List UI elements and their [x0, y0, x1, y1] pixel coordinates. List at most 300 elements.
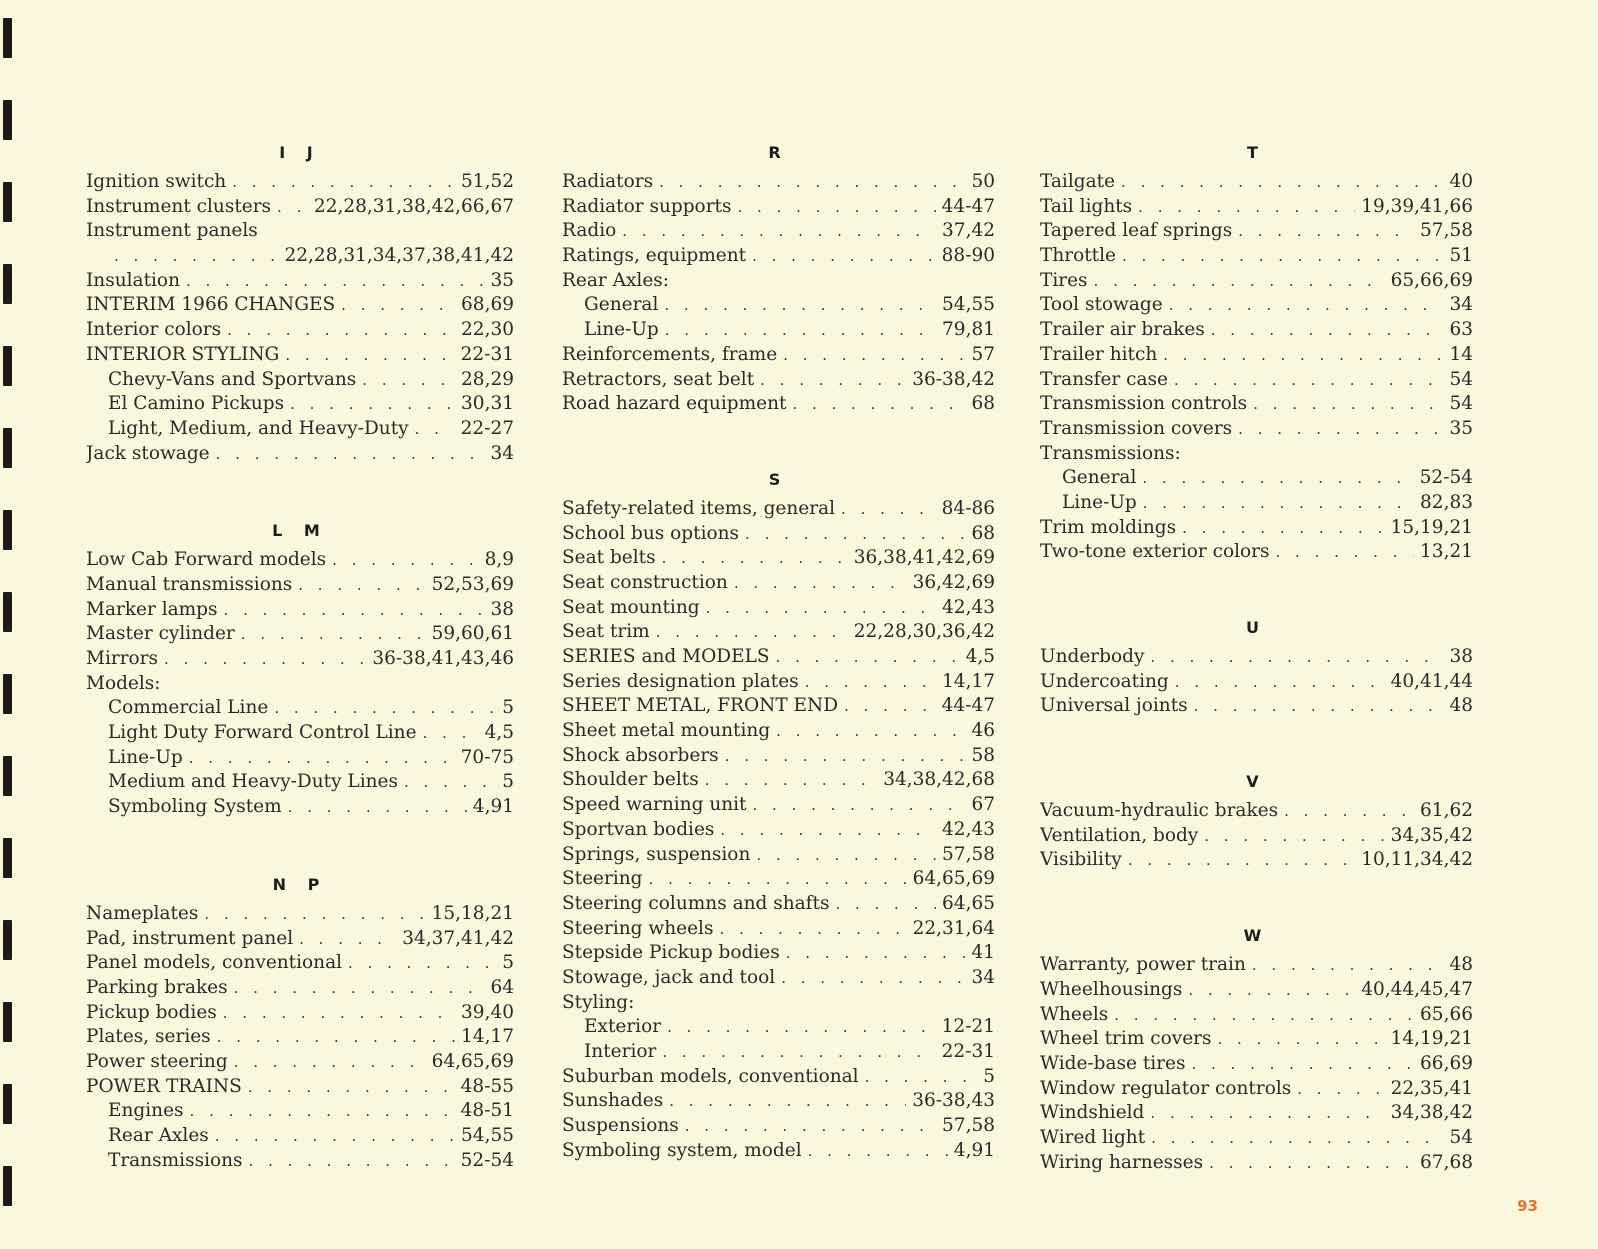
dot-leader — [288, 795, 467, 820]
section-heading: T — [1247, 143, 1266, 162]
dot-leader — [844, 694, 936, 719]
index-entry — [1040, 953, 1473, 978]
dot-leader — [841, 497, 936, 522]
entry-pages: 54,55 — [461, 1125, 514, 1146]
index-entry — [562, 1139, 995, 1164]
entry-pages: 88-90 — [941, 245, 995, 267]
index-entry — [1040, 1027, 1473, 1052]
entry-pages: 57,58 — [942, 1115, 995, 1137]
dot-leader — [1138, 195, 1355, 220]
entry-label: Tires — [1040, 269, 1088, 291]
index-entry — [562, 522, 995, 547]
binding-hole — [3, 920, 12, 960]
entry-pages: 57 — [971, 343, 995, 365]
entry-pages: 84-86 — [941, 497, 995, 519]
entry-label: POWER TRAINS — [86, 1075, 242, 1097]
entry-pages: 64,65 — [942, 892, 995, 914]
entry-label: Transmission covers — [1040, 417, 1233, 439]
section-heading: N P — [272, 874, 328, 894]
entry-label: Rear Axles: — [562, 269, 670, 291]
entry-label: General — [1062, 467, 1137, 489]
entry-label: Steering columns and shafts — [562, 892, 830, 914]
entry-label: Rear Axles — [108, 1125, 209, 1146]
dot-leader — [1150, 645, 1443, 670]
entry-label: Styling: — [562, 991, 635, 1013]
index-entry — [562, 620, 995, 645]
entry-pages: 22,28,31,38,42,66,67 — [313, 195, 514, 217]
dot-leader — [752, 244, 936, 269]
entry-pages: 15,18,21 — [431, 902, 514, 924]
entry-label: Steering — [562, 868, 643, 890]
index-entry — [1040, 195, 1473, 220]
entry-label: Universal joints — [1040, 695, 1188, 717]
dot-leader — [705, 768, 877, 793]
entry-pages: 4,91 — [472, 796, 514, 818]
dot-leader — [1122, 244, 1443, 269]
entry-pages: 52-54 — [460, 1149, 514, 1171]
entry-pages: 41 — [971, 942, 995, 964]
entry-pages: 4,5 — [965, 646, 995, 667]
index-entry — [86, 1025, 514, 1050]
entry-label: Jack stowage — [86, 442, 210, 464]
entry-pages: 22,28,31,34,37,38,41,42 — [284, 245, 514, 267]
entry-pages: 34,35,42 — [1390, 824, 1473, 846]
entry-pages: 36-38,41,43,46 — [372, 648, 514, 669]
dot-leader — [1174, 368, 1443, 393]
entry-pages: 35 — [490, 269, 514, 291]
entry-label: Trailer hitch — [1040, 343, 1158, 365]
index-entry — [86, 1149, 514, 1174]
entry-pages: 67 — [971, 794, 995, 816]
entry-label: Reinforcements, frame — [562, 343, 778, 365]
entry-pages: 14,17 — [461, 1026, 514, 1048]
entry-label: Ratings, equipment — [562, 245, 747, 267]
binding-hole — [3, 838, 12, 878]
dot-leader — [1175, 670, 1385, 695]
index-section — [86, 862, 514, 1174]
dot-leader — [1182, 516, 1384, 541]
entry-label: Shoulder belts — [562, 769, 699, 791]
index-entry — [562, 793, 995, 818]
entry-label: Throttle — [1040, 245, 1116, 267]
entry-pages: 42,43 — [942, 818, 995, 840]
dot-leader — [753, 793, 966, 818]
dot-leader — [745, 522, 965, 547]
index-section — [1040, 913, 1473, 1175]
index-entry — [562, 195, 995, 220]
index-entry — [1040, 1151, 1473, 1176]
dot-leader — [241, 622, 426, 647]
index-entry — [1040, 1052, 1473, 1077]
entry-label: Transfer case — [1040, 368, 1168, 390]
entry-label: Road hazard equipment — [562, 393, 787, 415]
entry-label: Wide-base tires — [1040, 1052, 1186, 1074]
binding-hole — [3, 674, 12, 714]
entry-label: Plates, series — [86, 1026, 211, 1048]
index-entry — [1040, 442, 1473, 467]
entry-pages: 54 — [1449, 1126, 1473, 1148]
entry-pages: 44-47 — [941, 695, 995, 717]
dot-leader — [719, 917, 906, 942]
binding-hole — [3, 346, 12, 386]
entry-label: Instrument panels — [86, 220, 258, 242]
entry-pages: 67,68 — [1420, 1151, 1473, 1173]
entry-pages: 4,5 — [484, 722, 514, 744]
entry-pages: 5 — [983, 1065, 995, 1087]
entry-pages: 64 — [490, 976, 514, 998]
index-section — [86, 508, 514, 820]
entry-pages: 36,38,41,42,69 — [853, 547, 995, 569]
entry-label: Exterior — [584, 1016, 662, 1038]
index-entry — [562, 744, 995, 769]
entry-label: School bus options — [562, 522, 740, 544]
entry-pages: 51,52 — [461, 171, 514, 192]
index-entry — [86, 195, 514, 220]
entry-label: Seat construction — [562, 571, 728, 593]
binding-hole — [3, 18, 12, 58]
index-column-3 — [1040, 130, 1473, 1175]
entry-pages: 38 — [490, 598, 514, 620]
entry-pages: 14 — [1449, 343, 1473, 365]
dot-leader — [1297, 1077, 1384, 1102]
dot-leader — [234, 976, 485, 1001]
entry-label: Seat trim — [562, 621, 650, 643]
entry-label: Wiring harnesses — [1040, 1151, 1204, 1173]
entry-label: Stepside Pickup bodies — [562, 942, 780, 964]
dot-leader — [285, 343, 454, 368]
entry-label: Stowage, jack and tool — [562, 966, 776, 988]
index-entry — [1040, 1003, 1473, 1028]
binding-hole — [3, 1084, 12, 1124]
entry-label: Sheet metal mounting — [562, 720, 771, 742]
dot-leader — [298, 573, 425, 598]
entry-label: Low Cab Forward models — [86, 549, 327, 571]
index-entry — [562, 670, 995, 695]
entry-label: Light Duty Forward Control Line — [108, 722, 417, 744]
entry-label: Master cylinder — [86, 623, 235, 645]
entry-label: Vacuum-hydraulic brakes — [1040, 800, 1279, 822]
dot-leader — [792, 392, 965, 417]
dot-leader — [362, 368, 455, 393]
entry-pages: 12-21 — [941, 1016, 995, 1038]
entry-pages: 37,42 — [942, 220, 995, 242]
dot-leader — [290, 392, 455, 417]
dot-leader — [685, 1114, 936, 1139]
index-entry — [1040, 293, 1473, 318]
index-entry — [562, 392, 995, 417]
entry-label: SHEET METAL, FRONT END — [562, 695, 839, 717]
entry-label: Radio — [562, 220, 617, 242]
entry-label: Radiator supports — [562, 195, 732, 217]
index-entry — [86, 672, 514, 697]
entry-label: SERIES and MODELS — [562, 646, 770, 667]
entry-pages: 58 — [971, 744, 995, 766]
binding-hole — [3, 100, 12, 140]
entry-pages: 54 — [1449, 393, 1473, 415]
index-entry — [86, 269, 514, 294]
index-entry — [562, 966, 995, 991]
entry-label: Models: — [86, 672, 161, 694]
dot-leader — [224, 598, 485, 623]
dot-leader — [783, 343, 965, 368]
index-entry — [1040, 244, 1473, 269]
index-entry — [562, 269, 995, 294]
dot-leader — [404, 770, 496, 795]
entry-pages: 51 — [1449, 245, 1473, 267]
entry-pages: 61,62 — [1420, 800, 1473, 822]
entry-label: Steering wheels — [562, 917, 714, 939]
binding-hole — [3, 428, 12, 468]
entry-pages: 22,28,30,36,42 — [853, 621, 995, 643]
dot-leader — [164, 647, 366, 672]
entry-label: Commercial Line — [108, 697, 269, 719]
binding-hole — [3, 510, 12, 550]
entry-label: Transmissions — [108, 1149, 243, 1171]
index-entry — [86, 548, 514, 573]
dot-leader — [415, 417, 455, 442]
entry-label: Wheelhousings — [1040, 978, 1183, 1000]
entry-pages: 22-31 — [460, 343, 514, 365]
index-entry — [562, 645, 995, 670]
entry-label: Line-Up — [1062, 491, 1137, 513]
index-entry — [86, 1050, 514, 1075]
dot-leader — [760, 368, 906, 393]
entry-label: Ignition switch — [86, 171, 227, 192]
entry-pages: 48-51 — [460, 1100, 514, 1122]
index-entry — [562, 694, 995, 719]
dot-leader — [299, 927, 396, 952]
entry-label: Nameplates — [86, 902, 199, 924]
dot-leader — [664, 293, 936, 318]
index-entry — [1040, 848, 1473, 873]
entry-pages: 40 — [1449, 171, 1473, 192]
entry-label: Wheel trim covers — [1040, 1028, 1212, 1050]
entry-pages: 34 — [971, 966, 995, 988]
index-entry — [86, 696, 514, 721]
index-entry — [562, 1114, 995, 1139]
index-entry — [1040, 645, 1473, 670]
entry-label: Transmissions: — [1040, 442, 1181, 464]
index-column-2 — [562, 130, 995, 1163]
entry-label: Sportvan bodies — [562, 818, 715, 840]
index-section — [562, 457, 995, 1164]
index-entry — [86, 1124, 514, 1149]
index-entry — [562, 219, 995, 244]
index-entry — [86, 927, 514, 952]
entry-pages: 54,55 — [942, 294, 995, 316]
binding-hole — [3, 182, 12, 222]
dot-leader — [1217, 1027, 1384, 1052]
index-entry — [1040, 318, 1473, 343]
index-entry — [562, 368, 995, 393]
dot-leader — [1276, 540, 1415, 565]
entry-label: Springs, suspension — [562, 843, 751, 865]
index-entry — [1040, 219, 1473, 244]
entry-pages: 14,17 — [942, 670, 995, 692]
entry-label: Line-Up — [584, 319, 659, 341]
entry-label: Radiators — [562, 171, 654, 192]
dot-leader — [234, 1050, 426, 1075]
index-entry — [1040, 491, 1473, 516]
entry-pages: 40,44,45,47 — [1361, 978, 1473, 1000]
entry-label: Panel models, conventional — [86, 952, 343, 974]
index-entry — [1040, 799, 1473, 824]
entry-label: Sunshades — [562, 1090, 664, 1112]
entry-pages: 10,11,34,42 — [1361, 849, 1473, 871]
entry-pages: 13,21 — [1420, 541, 1473, 563]
dot-leader — [656, 620, 848, 645]
entry-pages: 34,38,42 — [1390, 1102, 1473, 1124]
index-entry — [86, 622, 514, 647]
entry-pages: 64,65,69 — [912, 868, 995, 890]
index-entry — [562, 768, 995, 793]
entry-pages: 68,69 — [461, 294, 514, 316]
dot-leader — [781, 966, 965, 991]
dot-leader — [649, 867, 907, 892]
entry-label: Medium and Heavy-Duty Lines — [108, 771, 398, 793]
entry-label: Manual transmissions — [86, 573, 293, 595]
entry-label: Ventilation, body — [1040, 824, 1199, 846]
entry-pages: 34 — [1449, 294, 1473, 316]
index-entry — [1040, 466, 1473, 491]
entry-pages: 52-54 — [1419, 467, 1473, 489]
dot-leader — [776, 645, 960, 670]
index-entry — [1040, 368, 1473, 393]
entry-label: Interior colors — [86, 319, 222, 341]
dot-leader — [665, 318, 936, 343]
entry-label: Tapered leaf springs — [1040, 220, 1233, 242]
entry-pages: 36-38,43 — [912, 1090, 995, 1112]
entry-label: El Camino Pickups — [108, 393, 285, 415]
index-entry — [86, 392, 514, 417]
dot-leader — [1209, 1151, 1414, 1176]
entry-pages: 70-75 — [460, 746, 514, 768]
entry-pages: 22,30 — [461, 319, 514, 341]
entry-label: Seat mounting — [562, 596, 700, 618]
dot-leader — [216, 442, 485, 467]
dot-leader — [1150, 1101, 1384, 1126]
entry-pages: 14,19,21 — [1390, 1028, 1473, 1050]
entry-pages: 48-55 — [460, 1075, 514, 1097]
entry-label: Interior — [584, 1041, 657, 1062]
dot-leader — [1094, 269, 1385, 294]
index-entry — [562, 818, 995, 843]
entry-label: Mirrors — [86, 648, 159, 669]
index-entry — [562, 571, 995, 596]
index-entry — [86, 721, 514, 746]
dot-leader — [232, 170, 455, 195]
entry-pages: 68 — [971, 393, 995, 415]
entry-pages: 36,42,69 — [912, 571, 995, 593]
index-entry — [562, 546, 995, 571]
dot-leader — [249, 1149, 455, 1174]
index-entry — [86, 647, 514, 672]
entry-label: INTERIM 1966 CHANGES — [86, 294, 336, 316]
index-section — [1040, 759, 1473, 873]
dot-leader — [248, 1075, 455, 1100]
index-entry — [1040, 516, 1473, 541]
entry-label: General — [584, 294, 659, 316]
binding-hole — [3, 592, 12, 632]
section-heading: S — [768, 469, 789, 489]
dot-leader — [341, 293, 455, 318]
index-entry — [562, 867, 995, 892]
index-entry — [1040, 392, 1473, 417]
entry-pages: 66,69 — [1420, 1052, 1473, 1074]
index-entry — [86, 318, 514, 343]
entry-pages: 68 — [971, 522, 995, 544]
entry-pages: 46 — [971, 720, 995, 742]
entry-pages: 19,39,41,66 — [1361, 195, 1473, 217]
entry-label: Visibility — [1040, 849, 1122, 871]
index-section — [86, 130, 514, 466]
dot-leader — [1151, 1126, 1443, 1151]
entry-pages: 30,31 — [461, 393, 514, 415]
index-section — [1040, 130, 1473, 565]
binding-hole — [3, 756, 12, 796]
index-entry — [562, 892, 995, 917]
entry-label: Suspensions — [562, 1115, 679, 1137]
dot-leader — [865, 1065, 978, 1090]
index-entry — [1040, 170, 1473, 195]
dot-leader — [1114, 1003, 1414, 1028]
entry-pages: 34 — [490, 442, 514, 464]
section-heading: U — [1246, 618, 1267, 637]
index-entry — [562, 719, 995, 744]
entry-pages: 65,66 — [1420, 1003, 1473, 1025]
entry-pages: 50 — [971, 171, 995, 192]
spiral-binding — [0, 0, 24, 1249]
index-entry — [562, 293, 995, 318]
entry-label: Wired light — [1040, 1126, 1146, 1148]
entry-pages: 34,38,42,68 — [883, 769, 995, 791]
entry-label: Trim moldings — [1040, 516, 1177, 538]
index-entry — [1040, 417, 1473, 442]
entry-label: Underbody — [1040, 646, 1145, 667]
dot-leader — [1143, 491, 1414, 516]
dot-leader — [423, 721, 479, 746]
index-entry — [562, 343, 995, 368]
dot-leader — [1163, 343, 1443, 368]
entry-pages: 64,65,69 — [431, 1050, 514, 1072]
entry-label: Windshield — [1040, 1102, 1145, 1124]
entry-label: Safety-related items, general — [562, 497, 836, 519]
entry-label: INTERIOR STYLING — [86, 343, 280, 365]
entry-pages: 8,9 — [484, 549, 514, 571]
index-entry — [1040, 269, 1473, 294]
index-entry — [1040, 343, 1473, 368]
index-entry — [1040, 670, 1473, 695]
entry-pages: 48 — [1449, 695, 1473, 717]
binding-hole — [3, 1166, 12, 1206]
dot-leader — [622, 219, 936, 244]
dot-leader — [114, 244, 279, 269]
entry-label: Transmission controls — [1040, 393, 1248, 415]
index-entry — [86, 417, 514, 442]
index-entry — [1040, 1077, 1473, 1102]
dot-leader — [835, 892, 936, 917]
index-entry — [86, 795, 514, 820]
dot-leader — [223, 1001, 455, 1026]
entry-pages: 5 — [502, 771, 514, 793]
section-heading: V — [1246, 772, 1267, 792]
dot-leader — [1188, 978, 1355, 1003]
index-column-1 — [86, 130, 514, 1173]
index-entry — [562, 1065, 995, 1090]
entry-pages: 52,53,69 — [431, 573, 514, 595]
entry-label: Wheels — [1040, 1003, 1109, 1025]
dot-leader — [1238, 417, 1443, 442]
